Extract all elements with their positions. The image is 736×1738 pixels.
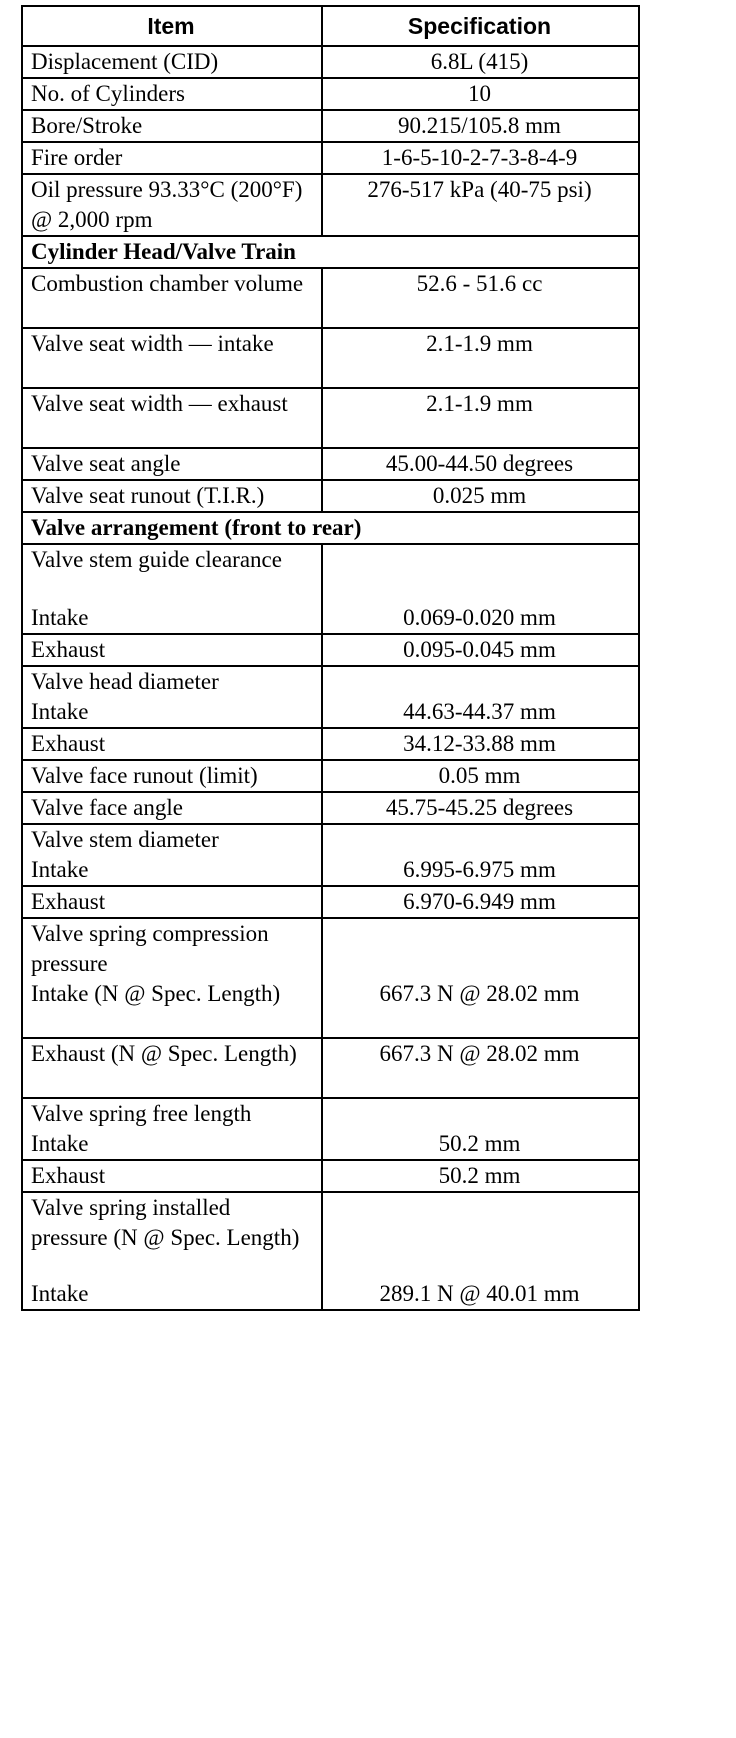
specification-cell: 50.2 mm — [322, 1160, 639, 1192]
specification-cell — [322, 824, 639, 855]
item-label: Valve seat width — exhaust — [31, 391, 288, 416]
specification-cell — [322, 1098, 639, 1129]
item-label: Bore/Stroke — [31, 113, 143, 138]
item-cell — [22, 174, 322, 236]
item-cell — [22, 328, 322, 388]
table-header-row — [22, 6, 639, 46]
specification-cell — [322, 1192, 639, 1279]
table-row — [22, 760, 639, 792]
specification-cell: 45.75-45.25 degrees — [322, 792, 639, 824]
specification-cell: 667.3 N @ 28.02 mm — [322, 979, 639, 1038]
spec-table — [21, 5, 640, 1311]
specification-cell: 10 — [322, 78, 639, 110]
specification-cell: 2.1-1.9 mm — [322, 328, 639, 388]
item-cell — [22, 918, 322, 979]
item-label: Valve face angle — [31, 795, 183, 820]
specification-cell: 44.63-44.37 mm — [322, 697, 639, 728]
item-label: Combustion chamber volume — [31, 271, 304, 296]
item-cell — [22, 46, 322, 78]
item-label: Valve seat width — intake — [31, 331, 274, 356]
item-cell — [22, 480, 322, 512]
table-row — [22, 480, 639, 512]
item-cell — [22, 634, 322, 666]
item-cell — [22, 824, 322, 855]
table-subrow — [22, 1129, 639, 1160]
table-row — [22, 1192, 639, 1279]
item-label: Displacement (CID) — [31, 49, 219, 74]
table-row — [22, 388, 639, 448]
item-cell — [22, 78, 322, 110]
item-cell — [22, 544, 322, 603]
item-label: Valve spring installed pressure (N @ Spec. Length) — [31, 1195, 300, 1250]
item-label: Intake — [31, 605, 89, 630]
table-subrow — [22, 634, 639, 666]
table-row — [22, 78, 639, 110]
table-subrow — [22, 855, 639, 886]
item-label: Valve seat runout (T.I.R.) — [31, 483, 265, 508]
item-label: Exhaust — [31, 1163, 106, 1188]
specification-cell: 52.6 - 51.6 cc — [322, 268, 639, 328]
item-label: Valve face runout (limit) — [31, 763, 258, 788]
specification-cell: 90.215/105.8 mm — [322, 110, 639, 142]
item-cell — [22, 886, 322, 918]
specification-cell: 6.8L (415) — [322, 46, 639, 78]
section-title: Valve arrangement (front to rear) — [22, 512, 639, 544]
table-row — [22, 792, 639, 824]
item-label: Fire order — [31, 145, 123, 170]
specification-cell: 45.00-44.50 degrees — [322, 448, 639, 480]
item-cell — [22, 666, 322, 697]
specification-cell — [322, 918, 639, 979]
item-label: No. of Cylinders — [31, 81, 185, 106]
item-cell — [22, 728, 322, 760]
item-cell — [22, 1279, 322, 1310]
item-label: Exhaust — [31, 889, 106, 914]
table-subrow — [22, 728, 639, 760]
table-subrow — [22, 1160, 639, 1192]
specification-cell: 2.1-1.9 mm — [322, 388, 639, 448]
table-row — [22, 46, 639, 78]
specification-cell: 0.095-0.045 mm — [322, 634, 639, 666]
item-label: Valve spring compression pressure — [31, 921, 269, 976]
item-label: Valve spring free length — [31, 1101, 252, 1126]
specification-cell: 0.025 mm — [322, 480, 639, 512]
table-row — [22, 142, 639, 174]
specification-cell: 667.3 N @ 28.02 mm — [322, 1038, 639, 1098]
item-cell — [22, 792, 322, 824]
specification-cell: 0.05 mm — [322, 760, 639, 792]
item-cell — [22, 268, 322, 328]
item-cell — [22, 142, 322, 174]
table-row — [22, 918, 639, 979]
table-row — [22, 174, 639, 236]
table-row — [22, 824, 639, 855]
item-label: Intake — [31, 857, 89, 882]
item-label: Intake — [31, 699, 89, 724]
table-row — [22, 110, 639, 142]
table-row — [22, 448, 639, 480]
table-row — [22, 328, 639, 388]
item-cell — [22, 110, 322, 142]
specification-cell: 6.995-6.975 mm — [322, 855, 639, 886]
item-label: Valve head diameter — [31, 669, 219, 694]
specification-cell: 34.12-33.88 mm — [322, 728, 639, 760]
item-cell — [22, 448, 322, 480]
item-label: Valve stem guide clearance — [31, 547, 282, 572]
item-cell — [22, 697, 322, 728]
table-subrow — [22, 1038, 639, 1098]
section-header-row — [22, 236, 639, 268]
table-row — [22, 268, 639, 328]
item-cell — [22, 1160, 322, 1192]
table-subrow — [22, 697, 639, 728]
item-label: Intake (N @ Spec. Length) — [31, 981, 281, 1006]
specification-cell — [322, 666, 639, 697]
table-subrow — [22, 1279, 639, 1310]
table-row — [22, 544, 639, 603]
section-title: Cylinder Head/Valve Train — [22, 236, 639, 268]
item-cell — [22, 760, 322, 792]
specification-cell: 276-517 kPa (40-75 psi) — [322, 174, 639, 236]
section-header-row — [22, 512, 639, 544]
item-cell — [22, 1192, 322, 1279]
item-cell — [22, 855, 322, 886]
item-label: Oil pressure 93.33°C (200°F) @ 2,000 rpm — [31, 177, 303, 232]
column-header-item: Item — [22, 6, 322, 46]
item-label: Intake — [31, 1131, 89, 1156]
table-subrow — [22, 979, 639, 1038]
specification-cell: 0.069-0.020 mm — [322, 603, 639, 634]
table-subrow — [22, 886, 639, 918]
specification-cell — [322, 544, 639, 603]
table-body — [22, 46, 639, 1310]
item-label: Exhaust (N @ Spec. Length) — [31, 1041, 297, 1066]
item-cell — [22, 979, 322, 1038]
table-subrow — [22, 603, 639, 634]
table-row — [22, 1098, 639, 1129]
item-cell — [22, 1038, 322, 1098]
item-cell — [22, 603, 322, 634]
item-label: Exhaust — [31, 637, 106, 662]
column-header-specification: Specification — [322, 6, 639, 46]
table-row — [22, 666, 639, 697]
item-label: Valve seat angle — [31, 451, 181, 476]
item-cell — [22, 1098, 322, 1129]
specification-cell: 6.970-6.949 mm — [322, 886, 639, 918]
specification-cell: 289.1 N @ 40.01 mm — [322, 1279, 639, 1310]
item-label: Valve stem diameter — [31, 827, 219, 852]
item-label: Intake — [31, 1281, 89, 1306]
specification-cell: 50.2 mm — [322, 1129, 639, 1160]
item-label: Exhaust — [31, 731, 106, 756]
item-cell — [22, 388, 322, 448]
specification-cell: 1-6-5-10-2-7-3-8-4-9 — [322, 142, 639, 174]
item-cell — [22, 1129, 322, 1160]
